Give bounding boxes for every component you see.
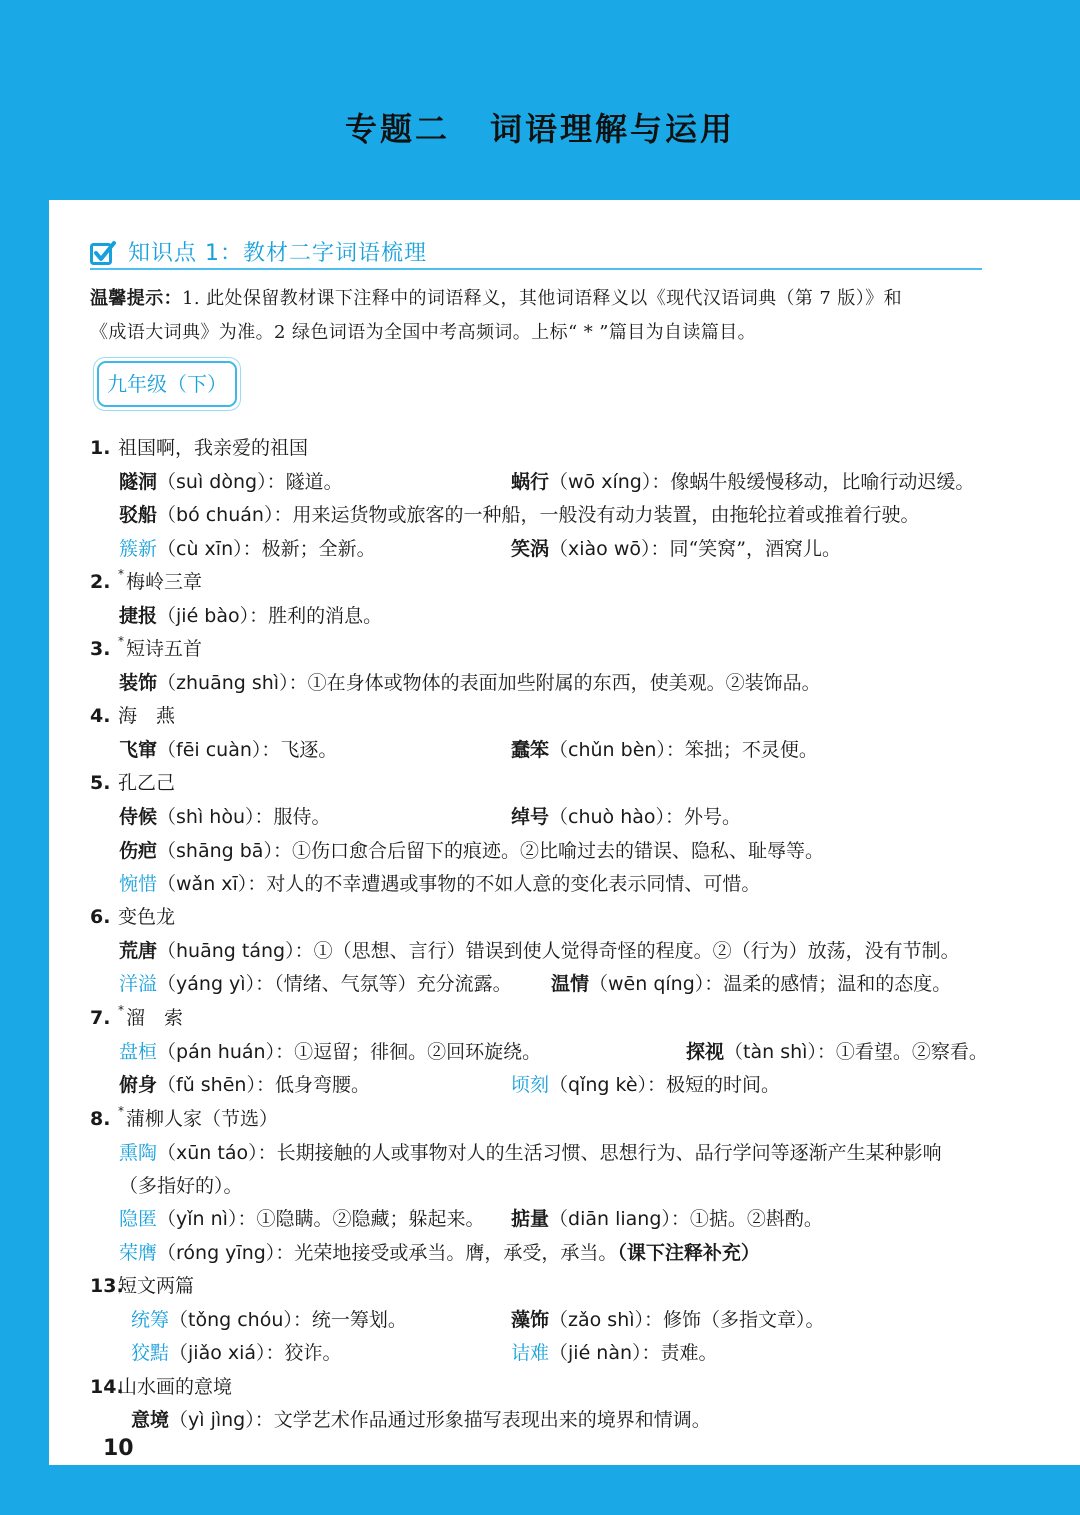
definition: ：统一筹划。 — [292, 1309, 407, 1331]
section-heading — [90, 433, 308, 460]
definition: ：①看望。②察看。 — [816, 1041, 988, 1063]
pinyin: （bó chuán） — [157, 504, 274, 526]
section-title: 变色龙 — [118, 906, 176, 928]
pinyin: （jié bào） — [157, 605, 250, 627]
definition: ：①掂。②斟酌。 — [670, 1208, 823, 1230]
definition: ：极新；全新。 — [242, 538, 376, 560]
pinyin: （yì jìng） — [169, 1409, 255, 1431]
vocab-entry — [119, 1238, 760, 1265]
section-title: 梅岭三章 — [126, 571, 203, 593]
definition: ：对人的不幸遭遇或事物的不如人意的变化表示同情、可惜。 — [247, 873, 761, 895]
vocab-entry — [511, 467, 974, 494]
pinyin: （zhuāng shì） — [157, 672, 289, 694]
vocab-word: 驳船 — [119, 504, 158, 526]
section-number: 6. — [90, 906, 111, 928]
note-supplement: （课下注释补充） — [617, 1242, 760, 1264]
vocab-entry — [511, 1305, 825, 1332]
vocab-word: 熏陶 — [119, 1142, 158, 1164]
section-heading — [90, 701, 175, 728]
definition-continuation: （多指好的）。 — [119, 1175, 243, 1197]
definition: ：飞逐。 — [261, 739, 338, 761]
section-title: 孔乙己 — [118, 772, 176, 794]
vocab-entry — [119, 1204, 484, 1231]
vocab-word: 荣膺 — [119, 1242, 158, 1264]
definition: ：像蜗牛般缓慢移动，比喻行动迟缓。 — [651, 471, 975, 493]
pinyin: （xūn táo） — [157, 1142, 258, 1164]
section-number: 7. — [90, 1007, 111, 1029]
vocab-entry — [511, 802, 741, 829]
section-heading — [90, 1003, 183, 1030]
vocab-word: 飞窜 — [119, 739, 158, 761]
vocab-word: 侍候 — [119, 806, 158, 828]
definition: ：修饰（多指文章）。 — [644, 1309, 825, 1331]
vocab-entry — [131, 1305, 407, 1332]
vocab-entry — [119, 936, 960, 963]
self-study-mark: * — [118, 634, 124, 648]
vocab-word: 蜗行 — [511, 471, 550, 493]
definition: ：胜利的消息。 — [249, 605, 383, 627]
vocab-word: 蠢笨 — [511, 739, 550, 761]
pinyin: （jiǎo xiá） — [169, 1342, 266, 1364]
vocab-word: 捷报 — [119, 605, 158, 627]
vocab-entry — [119, 869, 760, 896]
definition: ：文学艺术作品通过形象描写表现出来的境界和情调。 — [254, 1409, 711, 1431]
section-heading — [90, 634, 202, 661]
definition: ：隧道。 — [266, 471, 343, 493]
vocab-word: 笑涡 — [511, 538, 550, 560]
section-title: 短诗五首 — [126, 638, 203, 660]
section-heading — [90, 1104, 278, 1131]
vocab-word: 顷刻 — [511, 1074, 550, 1096]
vocab-word: 狡黠 — [131, 1342, 170, 1364]
section-title: 蒲柳人家（节选） — [126, 1108, 279, 1130]
definition: ：①在身体或物体的表面加些附属的东西，使美观。②装饰品。 — [288, 672, 821, 694]
vocab-entry — [119, 969, 512, 996]
knowledge-point-title: 知识点 1：教材二字词语梳理 — [128, 241, 427, 266]
definition: ：①逗留；徘徊。②回环旋绕。 — [275, 1041, 542, 1063]
pinyin: （suì dòng） — [157, 471, 267, 493]
pinyin: （chuò hào） — [549, 806, 666, 828]
vocab-word: 绰号 — [511, 806, 550, 828]
definition: ：外号。 — [665, 806, 742, 828]
vocab-entry — [511, 1204, 823, 1231]
vocab-word: 盘桓 — [119, 1041, 158, 1063]
section-title: 祖国啊，我亲爱的祖国 — [118, 437, 309, 459]
pinyin: （wǎn xī） — [157, 873, 248, 895]
vocab-entry — [119, 467, 343, 494]
definition: ：（情绪、气氛等）充分流露。 — [255, 973, 512, 995]
pinyin: （fēi cuàn） — [157, 739, 262, 761]
vocab-entry — [119, 802, 331, 829]
section-number: 3. — [90, 638, 111, 660]
vocab-entry — [511, 534, 841, 561]
definition: ：①伤口愈合后留下的痕迹。②比喻过去的错误、隐私、耻辱等。 — [272, 840, 824, 862]
section-number: 2. — [90, 571, 111, 593]
self-study-mark: * — [118, 1104, 124, 1118]
definition: ：笨拙；不灵便。 — [665, 739, 818, 761]
vocab-entry — [119, 668, 821, 695]
checkbox-icon — [90, 240, 116, 266]
vocab-entry — [119, 836, 824, 863]
section-heading — [90, 768, 175, 795]
section-number: 8. — [90, 1108, 111, 1130]
section-number: 1. — [90, 437, 111, 459]
self-study-mark: * — [118, 567, 124, 581]
vocab-entry — [686, 1037, 988, 1064]
section-heading — [90, 567, 202, 594]
vocab-entry — [119, 500, 919, 527]
pinyin: （tàn shì） — [724, 1041, 817, 1063]
pinyin: （pán huán） — [157, 1041, 276, 1063]
vocab-word: 伤疤 — [119, 840, 158, 862]
definition: ：温柔的感情；温和的态度。 — [704, 973, 952, 995]
tip-line-2: 《成语大词典》为准。2 绿色词语为全国中考高频词。上标“ * ”篇目为自读篇目。 — [90, 322, 757, 343]
definition: ：责难。 — [641, 1342, 718, 1364]
section-heading — [90, 1372, 232, 1399]
grade-tag: 九年级（下） — [97, 361, 237, 407]
vocab-word: 隐匿 — [119, 1208, 158, 1230]
tip-label: 温馨提示： — [90, 288, 182, 309]
page-number: 10 — [103, 1436, 134, 1461]
vocab-word: 统筹 — [131, 1309, 170, 1331]
vocab-entry — [551, 969, 951, 996]
self-study-mark: * — [118, 1003, 124, 1017]
vocab-word: 隧洞 — [119, 471, 158, 493]
section-title: 山水画的意境 — [118, 1376, 233, 1398]
tip-box — [90, 282, 990, 350]
definition: ：①（思想、言行）错误到使人觉得奇怪的程度。②（行为）放荡，没有节制。 — [294, 940, 960, 962]
pinyin: （huāng táng） — [157, 940, 295, 962]
definition: ：极短的时间。 — [647, 1074, 781, 1096]
vocab-word: 掂量 — [511, 1208, 550, 1230]
pinyin: （yǐn nì） — [157, 1208, 238, 1230]
definition: ：低身弯腰。 — [255, 1074, 370, 1096]
section-number: 14. — [90, 1376, 124, 1398]
pinyin: （zǎo shì） — [549, 1309, 645, 1331]
section-title: 短文两篇 — [118, 1275, 195, 1297]
vocab-word: 俯身 — [119, 1074, 158, 1096]
vocab-entry — [511, 1338, 718, 1365]
vocab-word: 温情 — [551, 973, 590, 995]
vocab-word: 惋惜 — [119, 873, 158, 895]
section-title: 溜 索 — [126, 1007, 184, 1029]
pinyin: （cù xīn） — [157, 538, 243, 560]
pinyin: （wēn qíng） — [589, 973, 705, 995]
definition: ：光荣地接受或承当。膺，承受，承当。 — [275, 1242, 618, 1264]
section-title: 海 燕 — [118, 705, 176, 727]
pinyin: （yáng yì） — [157, 973, 256, 995]
section-heading — [90, 1271, 194, 1298]
pinyin: （xiào wō） — [549, 538, 651, 560]
vocab-word: 荒唐 — [119, 940, 158, 962]
pinyin: （tǒng chóu） — [169, 1309, 293, 1331]
vocab-word: 藻饰 — [511, 1309, 550, 1331]
vocab-word: 探视 — [686, 1041, 725, 1063]
vocab-word: 意境 — [131, 1409, 170, 1431]
pinyin: （wō xíng） — [549, 471, 652, 493]
definition: ：长期接触的人或事物对人的生活习惯、思想行为、品行学问等逐渐产生某种影响 — [257, 1142, 942, 1164]
vocab-entry — [119, 735, 337, 762]
vocab-entry — [119, 1070, 370, 1097]
section-number: 5. — [90, 772, 111, 794]
vocab-entry — [119, 1037, 541, 1064]
section-heading — [90, 902, 175, 929]
definition: ：服侍。 — [254, 806, 331, 828]
pinyin: （chǔn bèn） — [549, 739, 666, 761]
section-number: 13. — [90, 1275, 124, 1297]
vocab-entry — [131, 1338, 342, 1365]
vocab-word: 洋溢 — [119, 973, 158, 995]
definition: ：同“笑窝”，酒窝儿。 — [650, 538, 841, 560]
definition: ：①隐瞒。②隐藏；躲起来。 — [237, 1208, 485, 1230]
pinyin: （jié nàn） — [549, 1342, 642, 1364]
vocab-entry — [119, 534, 376, 561]
vocab-entry — [511, 1070, 780, 1097]
vocab-entry — [511, 735, 818, 762]
vocab-entry — [119, 601, 382, 628]
vocab-word: 簇新 — [119, 538, 158, 560]
vocab-word: 诘难 — [511, 1342, 550, 1364]
pinyin: （diān liang） — [549, 1208, 671, 1230]
definition: ：狡诈。 — [265, 1342, 342, 1364]
vocab-entry — [131, 1405, 711, 1432]
knowledge-point-header — [90, 236, 982, 270]
page-title: 专题二 词语理解与运用 — [344, 110, 736, 148]
pinyin: （fǔ shēn） — [157, 1074, 256, 1096]
pinyin: （shì hòu） — [157, 806, 255, 828]
pinyin: （róng yīng） — [157, 1242, 276, 1264]
section-number: 4. — [90, 705, 111, 727]
pinyin: （shāng bā） — [157, 840, 273, 862]
definition: ：用来运货物或旅客的一种船，一般没有动力装置，由拖轮拉着或推着行驶。 — [273, 504, 920, 526]
tip-line-1: 1. 此处保留教材课下注释中的词语释义，其他词语释义以《现代汉语词典（第 7 版）》和 — [182, 288, 902, 309]
vocab-word: 装饰 — [119, 672, 158, 694]
vocab-entry — [119, 1138, 942, 1165]
pinyin: （qǐng kè） — [549, 1074, 648, 1096]
